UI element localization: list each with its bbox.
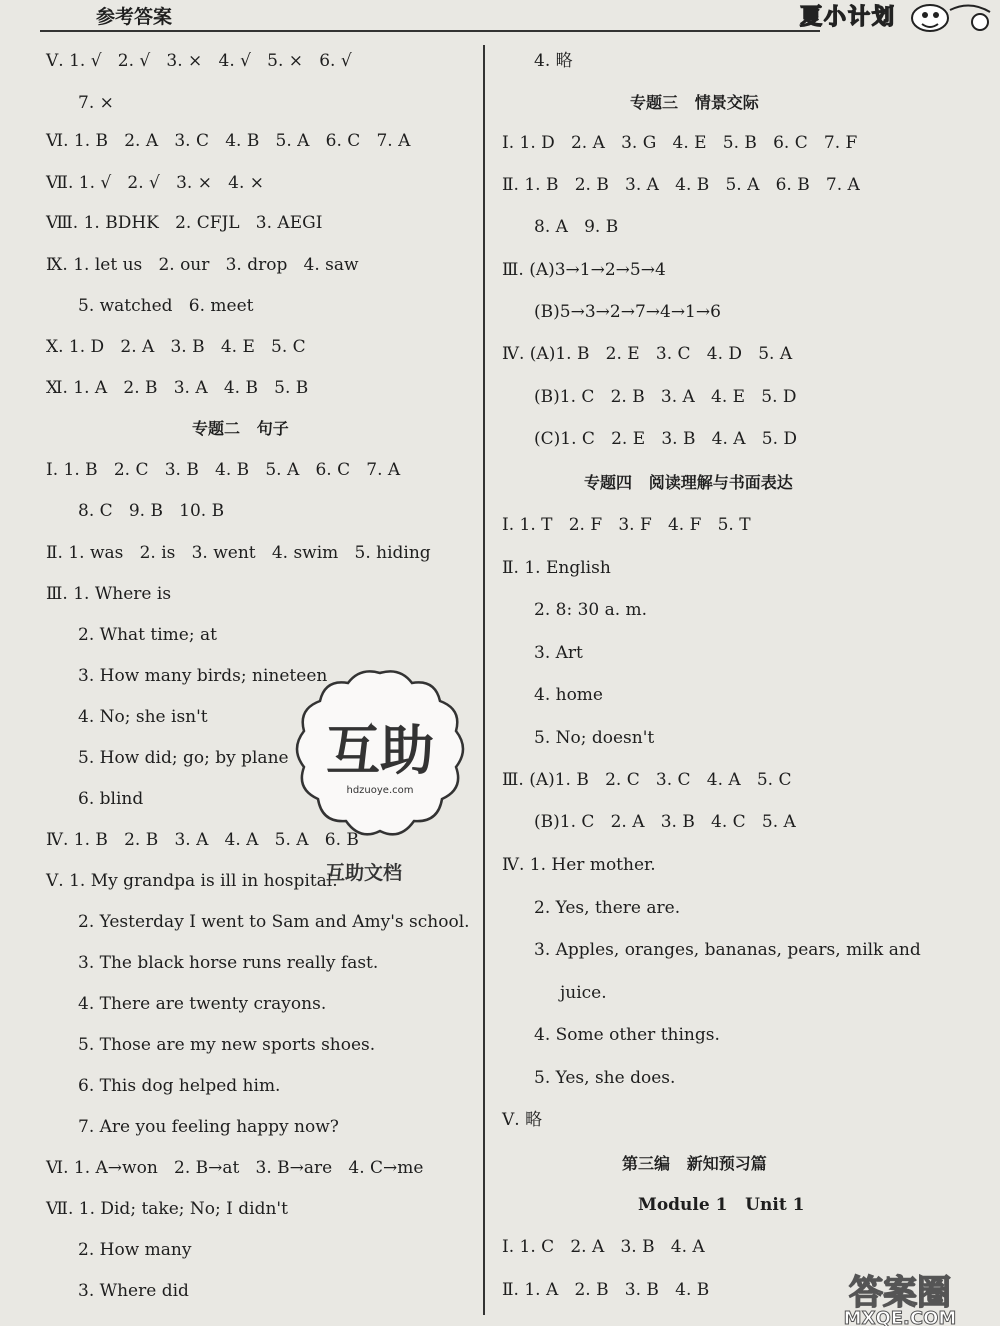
answer-line: 8. A 9. B [534,217,619,237]
answer-line: 4. 略 [534,51,573,71]
column-divider [483,45,485,1315]
watermark-label: 互助文档 [326,862,403,884]
answer-line: (B)1. C 2. B 3. A 4. E 5. D [534,387,797,407]
answer-line: 4. home [534,685,603,705]
answer-line: 7. × [78,93,114,113]
corner-logo-icon [800,1270,995,1326]
answer-line: 4. No; she isn't [78,707,208,727]
answer-line: Ⅴ. 1. My grandpa is ill in hospital. [46,871,338,891]
watermark-stamp-text: 互助 [326,719,434,782]
answer-line: Ⅴ. 1. √ 2. √ 3. × 4. √ 5. × 6. √ [46,51,352,71]
header-section-title: 参考答案 [88,2,180,29]
answer-line: Ⅰ. 1. C 2. A 3. B 4. A [502,1237,705,1257]
answer-line: Ⅸ. 1. let us 2. our 3. drop 4. saw [46,255,359,275]
watermark-stamp-url: hdzuoye.com [346,785,414,796]
section-heading: 专题二 句子 [192,419,289,438]
answer-line: Ⅶ. 1. Did; take; No; I didn't [46,1199,288,1219]
answer-line: 3. Apples, oranges, bananas, pears, milk and [534,940,921,960]
answer-line: 2. How many [78,1240,192,1260]
answer-line: Ⅳ. 1. B 2. B 3. A 4. A 5. A 6. B [46,830,359,850]
corner-logo-url: MXQE.COM [843,1308,957,1326]
answer-line: 5. Those are my new sports shoes. [78,1035,376,1055]
answer-line: Ⅲ. (A)3→1→2→5→4 [502,260,666,280]
section-heading: 第三编 新知预习篇 [622,1154,767,1173]
answer-line: 2. What time; at [78,625,217,645]
watermark-stamp-icon [290,665,470,845]
answer-line: 6. blind [78,789,144,809]
answer-line: 3. Where did [78,1281,189,1301]
answer-line: Ⅱ. 1. B 2. B 3. A 4. B 5. A 6. B 7. A [502,175,860,195]
answer-line: (C)1. C 2. E 3. B 4. A 5. D [534,429,798,449]
answer-line: (B)1. C 2. A 3. B 4. C 5. A [534,812,796,832]
answer-line: 5. No; doesn't [534,728,655,748]
header-rule [40,30,820,32]
answer-line: 2. 8: 30 a. m. [534,600,648,620]
answer-line: 2. Yes, there are. [534,898,681,918]
answer-line: 6. This dog helped him. [78,1076,281,1096]
answer-line: juice. [560,983,607,1003]
answer-line: 7. Are you feeling happy now? [78,1117,339,1137]
answer-line: Ⅷ. 1. BDHK 2. CFJL 3. AEGI [46,213,323,233]
answer-line: Ⅳ. 1. Her mother. [502,855,656,875]
section-heading: 专题三 情景交际 [630,93,759,112]
cartoon-decoration-icon [900,0,1000,36]
answer-line: 5. Yes, she does. [534,1068,676,1088]
answer-line: 3. Art [534,643,583,663]
page-header [0,0,1000,36]
answer-line: Ⅱ. 1. A 2. B 3. B 4. B [502,1280,710,1300]
answer-line: Ⅶ. 1. √ 2. √ 3. × 4. × [46,173,265,193]
answer-line: Ⅰ. 1. B 2. C 3. B 4. B 5. A 6. C 7. A [46,460,401,480]
answer-line: Ⅵ. 1. A→won 2. B→at 3. B→are 4. C→me [46,1158,424,1178]
answer-line: 2. Yesterday I went to Sam and Amy's school. [78,912,470,932]
answer-line: (B)5→3→2→7→4→1→6 [534,302,721,322]
answer-line: 5. watched 6. meet [78,296,254,316]
answer-line: 4. Some other things. [534,1025,720,1045]
answer-line: Ⅵ. 1. B 2. A 3. C 4. B 5. A 6. C 7. A [46,131,411,151]
answer-line: Ⅱ. 1. English [502,558,611,578]
answer-line: 4. There are twenty crayons. [78,994,327,1014]
answer-line: Ⅲ. (A)1. B 2. C 3. C 4. A 5. C [502,770,792,790]
section-heading: 专题四 阅读理解与书面表达 [584,473,793,492]
answer-line: Ⅺ. 1. A 2. B 3. A 4. B 5. B [46,378,309,398]
corner-logo-text: 答案圈 [849,1273,951,1313]
answer-line: Ⅰ. 1. D 2. A 3. G 4. E 5. B 6. C 7. F [502,133,858,153]
answer-line: Ⅳ. (A)1. B 2. E 3. C 4. D 5. A [502,344,793,364]
answer-line: Ⅲ. 1. Where is [46,584,172,604]
answer-line: 8. C 9. B 10. B [78,501,225,521]
section-heading: Module 1 Unit 1 [638,1195,805,1215]
answer-line: 5. How did; go; by plane [78,748,289,768]
answer-line: Ⅴ. 略 [502,1110,543,1130]
answer-line: Ⅹ. 1. D 2. A 3. B 4. E 5. C [46,337,306,357]
answer-line: Ⅰ. 1. T 2. F 3. F 4. F 5. T [502,515,751,535]
answer-line: 3. How many birds; nineteen [78,666,328,686]
header-series-title: 夏小计划 [800,5,897,30]
answer-line: 3. The black horse runs really fast. [78,953,379,973]
answer-line: Ⅱ. 1. was 2. is 3. went 4. swim 5. hiding [46,543,431,563]
